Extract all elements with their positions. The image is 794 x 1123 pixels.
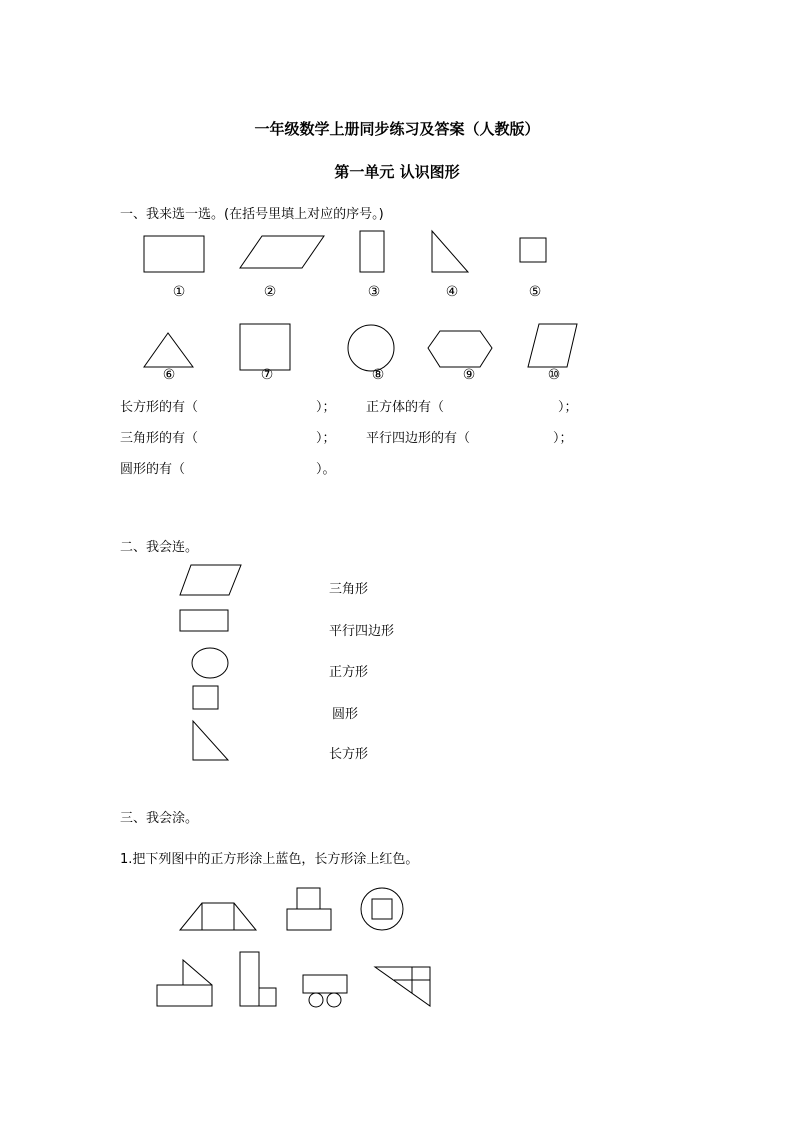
- label-5: ⑤: [528, 284, 542, 300]
- question-rectangle-close: ）；: [316, 400, 336, 415]
- match-name-circle: 圆形: [332, 707, 359, 722]
- question-cube-close: ）；: [558, 400, 578, 415]
- match-name-parallelogram: 平行四边形: [329, 624, 395, 639]
- question-triangle: 三角形的有（: [120, 431, 199, 446]
- label-2: ②: [263, 284, 277, 300]
- section3-heading: 三、我会涂。: [120, 811, 199, 826]
- match-name-rectangle: 长方形: [329, 747, 369, 762]
- section2-heading: 二、我会连。: [120, 540, 199, 555]
- question-rectangle: 长方形的有（: [120, 400, 199, 415]
- label-3: ③: [367, 284, 381, 300]
- question-cube: 正方体的有（: [366, 400, 445, 415]
- question-circle-close: ）。: [316, 462, 336, 477]
- section1-heading: 一、我来选一选。(在括号里填上对应的序号。): [120, 207, 384, 222]
- question-circle: 圆形的有（: [120, 462, 186, 477]
- question-parallelogram: 平行四边形的有（: [366, 431, 471, 446]
- label-6: ⑥: [162, 367, 176, 383]
- question-triangle-close: ）；: [316, 431, 336, 446]
- label-7: ⑦: [260, 367, 274, 383]
- unit-title: 第一单元 认识图形: [334, 163, 460, 181]
- label-8: ⑧: [371, 367, 385, 383]
- label-10: ⑩: [547, 367, 561, 383]
- label-4: ④: [445, 284, 459, 300]
- label-9: ⑨: [462, 367, 476, 383]
- match-name-triangle: 三角形: [329, 582, 369, 597]
- section3-instruction: 1.把下列图中的正方形涂上蓝色，长方形涂上红色。: [120, 852, 419, 867]
- doc-title: 一年级数学上册同步练习及答案（人教版）: [254, 120, 540, 138]
- label-1: ①: [172, 284, 186, 300]
- match-name-square: 正方形: [329, 665, 369, 680]
- question-parallelogram-close: ）；: [553, 431, 573, 446]
